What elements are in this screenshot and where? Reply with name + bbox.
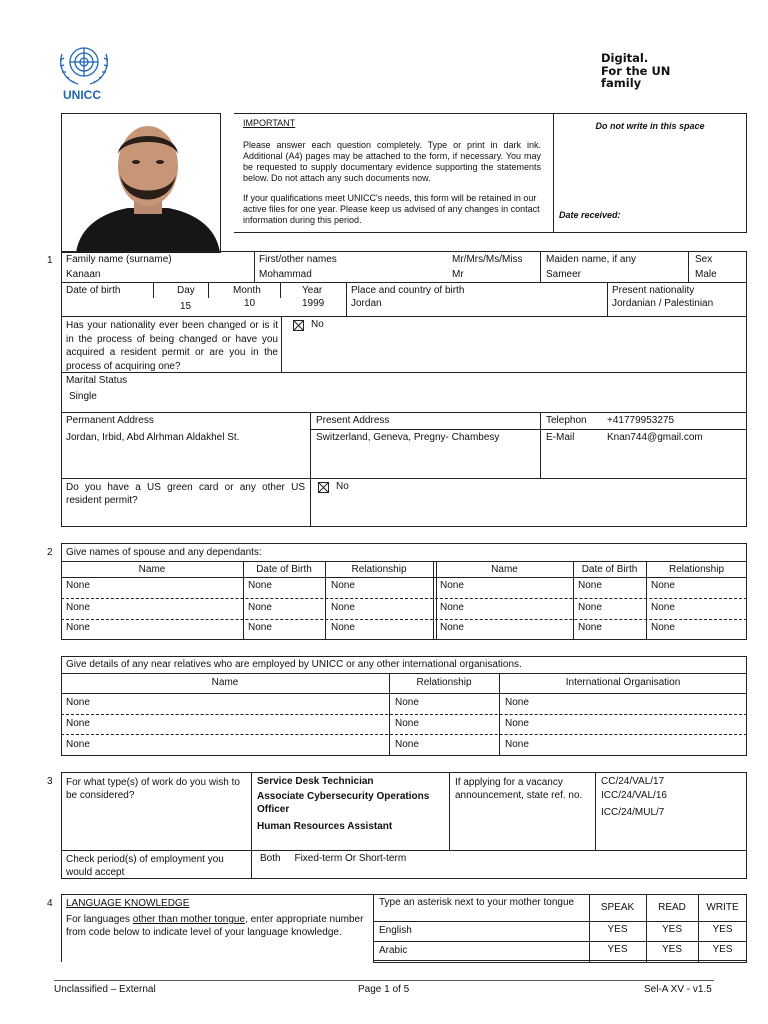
work-item-3[interactable]: Human Resources Assistant <box>257 821 393 832</box>
rel-cell[interactable]: None <box>66 697 90 708</box>
language-name[interactable]: English <box>379 925 412 936</box>
dep-cell[interactable]: None <box>651 622 675 633</box>
un-emblem-icon <box>54 40 114 88</box>
first-names-label: First/other names <box>259 254 337 265</box>
dep-cell[interactable]: None <box>248 602 272 613</box>
title-value[interactable]: Mr <box>452 269 464 280</box>
family-name-value[interactable]: Kanaan <box>66 269 101 280</box>
important-para-1: Please answer each question completely. Type or print in dark ink. Additional (A4) pages may be attached to the form, if necessary. You may be requested to supply documentary evidence supporting the statements below. Do not attach any such documents now. <box>243 140 541 183</box>
rel-cell[interactable]: None <box>66 739 90 750</box>
dep-cell[interactable]: None <box>331 622 355 633</box>
dep-header-dob-2: Date of Birth <box>581 564 638 575</box>
relatives-title: Give details of any near relatives who are employed by UNICC or any other international organisations. <box>66 659 522 670</box>
language-name[interactable]: Arabic <box>379 945 408 956</box>
unicc-logo <box>54 40 114 102</box>
dep-cell[interactable]: None <box>440 622 464 633</box>
work-type-question: For what type(s) of work do you wish to be considered? <box>66 777 240 801</box>
rel-cell[interactable]: None <box>66 718 90 729</box>
employment-period-question: Check period(s) of employment you would accept <box>66 854 224 878</box>
maiden-name-value[interactable]: Sameer <box>546 269 582 280</box>
tagline-line-3: family <box>601 76 642 90</box>
work-item-2[interactable]: Associate Cybersecurity Operations Officer <box>257 791 430 815</box>
permanent-address-label: Permanent Address <box>66 415 154 426</box>
dep-cell[interactable]: None <box>440 602 464 613</box>
green-card-answer: No <box>336 481 349 492</box>
month-label: Month <box>233 285 261 296</box>
dep-header-dob-1: Date of Birth <box>256 564 312 575</box>
tagline <box>601 52 670 90</box>
rel-cell[interactable]: None <box>505 697 529 708</box>
telephone-value[interactable]: +41779953275 <box>607 415 675 426</box>
tagline-line-1: Digital. <box>601 51 649 65</box>
important-para-2: If your qualifications meet UNICC's needs, this form will be retained in our active files for one year. Please keep us advised of any changes in contact information during this period. <box>243 193 540 225</box>
dep-cell[interactable]: None <box>651 602 675 613</box>
dep-cell[interactable]: None <box>578 602 602 613</box>
footer-rule <box>54 980 714 981</box>
vacancy-ref-3[interactable]: ICC/24/MUL/7 <box>601 807 665 818</box>
day-value[interactable]: 15 <box>180 301 192 312</box>
dep-cell[interactable]: None <box>248 580 272 591</box>
year-label: Year <box>302 285 323 296</box>
language-write[interactable]: YES <box>712 944 733 955</box>
vacancy-ref-2[interactable]: ICC/24/VAL/16 <box>601 790 667 801</box>
language-instructions <box>66 913 366 939</box>
green-card-question: Do you have a US green card or any other US resident permit? <box>66 482 305 506</box>
section-2-number: 2 <box>47 547 53 558</box>
month-value[interactable]: 10 <box>244 298 256 309</box>
rel-cell[interactable]: None <box>395 718 419 729</box>
family-name-label: Family name (surname) <box>66 254 172 265</box>
dependants-title: Give names of spouse and any dependants: <box>66 547 262 558</box>
telephone-label: Telephon <box>546 415 587 426</box>
footer-page-number: Page 1 of 5 <box>358 984 410 995</box>
employment-period-answer[interactable]: Both Fixed-term Or Short-term <box>260 853 407 864</box>
email-label: E-Mail <box>546 432 575 443</box>
dep-header-name-1: Name <box>138 564 166 575</box>
work-item-1[interactable]: Service Desk Technician <box>257 776 374 787</box>
date-received-label: Date received: <box>559 210 621 220</box>
office-use-note: Do not write in this space <box>595 121 705 131</box>
rel-header-relationship: Relationship <box>416 677 472 688</box>
footer-version: Sel-A XV - v1.5 <box>644 984 712 995</box>
sex-value[interactable]: Male <box>695 269 717 280</box>
language-read[interactable]: YES <box>661 944 682 955</box>
dep-cell[interactable]: None <box>331 580 355 591</box>
nationality-change-answer: No <box>311 319 324 330</box>
marital-status-label: Marital Status <box>66 375 128 386</box>
language-instr-pre: For languages <box>66 914 133 925</box>
col-write: WRITE <box>706 902 739 913</box>
dep-cell[interactable]: None <box>66 622 90 633</box>
nationality-change-question: Has your nationality ever been changed or is it in the process of being changed or have you acquired a resident permit or are you in the process of acquiring one? <box>66 320 278 372</box>
rel-cell[interactable]: None <box>505 718 529 729</box>
dep-cell[interactable]: None <box>331 602 355 613</box>
vacancy-ref-1[interactable]: CC/24/VAL/17 <box>601 776 665 787</box>
section-1-number: 1 <box>47 255 53 266</box>
language-title: LANGUAGE KNOWLEDGE <box>66 898 190 909</box>
nationality-change-checkbox[interactable] <box>293 320 304 331</box>
dep-header-name-2: Name <box>491 564 518 575</box>
tagline-line-2: For the UN <box>601 63 671 78</box>
dep-cell[interactable]: None <box>66 602 90 613</box>
green-card-checkbox[interactable] <box>318 482 329 493</box>
dep-cell[interactable]: None <box>248 622 272 633</box>
language-instr-post: , enter appropriate number from code below to indicate level of your language knowledge. <box>66 914 364 938</box>
dep-cell[interactable]: None <box>66 580 90 591</box>
section-4-number: 4 <box>47 898 53 909</box>
maiden-name-label: Maiden name, if any <box>546 254 637 265</box>
year-value[interactable]: 1999 <box>302 298 325 309</box>
mother-tongue-note: Type an asterisk next to your mother tongue <box>379 897 575 908</box>
important-title: IMPORTANT <box>243 118 296 128</box>
permanent-address-value[interactable]: Jordan, Irbid, Abd Alrhman Aldakhel St. <box>66 432 240 443</box>
language-speak[interactable]: YES <box>607 924 628 935</box>
marital-status-value[interactable]: Single <box>69 391 97 402</box>
sex-label: Sex <box>695 254 713 265</box>
applicant-photo <box>76 116 220 253</box>
portrait-photo-icon <box>76 116 220 253</box>
birthplace-value[interactable]: Jordan <box>351 298 382 309</box>
section-3-number: 3 <box>47 776 53 787</box>
dob-label: Date of birth <box>66 285 121 296</box>
dep-cell[interactable]: None <box>440 580 464 591</box>
birthplace-label: Place and country of birth <box>351 285 465 296</box>
nationality-label: Present nationality <box>612 285 695 296</box>
rel-cell[interactable]: None <box>395 697 419 708</box>
first-names-value[interactable]: Mohammad <box>259 269 312 280</box>
rel-header-org: International Organisation <box>565 677 681 688</box>
footer-classification: Unclassified – External <box>54 984 156 995</box>
logo-text: UNICC <box>63 88 101 102</box>
dep-cell[interactable]: None <box>578 622 602 633</box>
nationality-value[interactable]: Jordanian / Palestinian <box>612 298 714 309</box>
language-instr-underlined: other than mother tongue <box>132 914 246 925</box>
language-write[interactable]: YES <box>712 924 733 935</box>
dep-cell[interactable]: None <box>578 580 602 591</box>
dep-header-rel-2: Relationship <box>668 564 725 575</box>
dep-cell[interactable]: None <box>651 580 675 591</box>
col-speak: SPEAK <box>600 902 635 913</box>
language-read[interactable]: YES <box>661 924 682 935</box>
rel-header-name: Name <box>211 677 239 688</box>
dep-header-rel-1: Relationship <box>351 564 407 575</box>
email-value[interactable]: Knan744@gmail.com <box>607 432 703 443</box>
rel-cell[interactable]: None <box>395 739 419 750</box>
present-address-label: Present Address <box>316 415 390 426</box>
language-speak[interactable]: YES <box>607 944 628 955</box>
vacancy-question: If applying for a vacancy announcement, state ref. no. <box>455 777 583 801</box>
day-label: Day <box>177 285 195 296</box>
rel-cell[interactable]: None <box>505 739 529 750</box>
col-read: READ <box>658 902 686 913</box>
title-label: Mr/Mrs/Ms/Miss <box>452 254 523 265</box>
present-address-value[interactable]: Switzerland, Geneva, Pregny- Chambesy <box>316 432 500 443</box>
